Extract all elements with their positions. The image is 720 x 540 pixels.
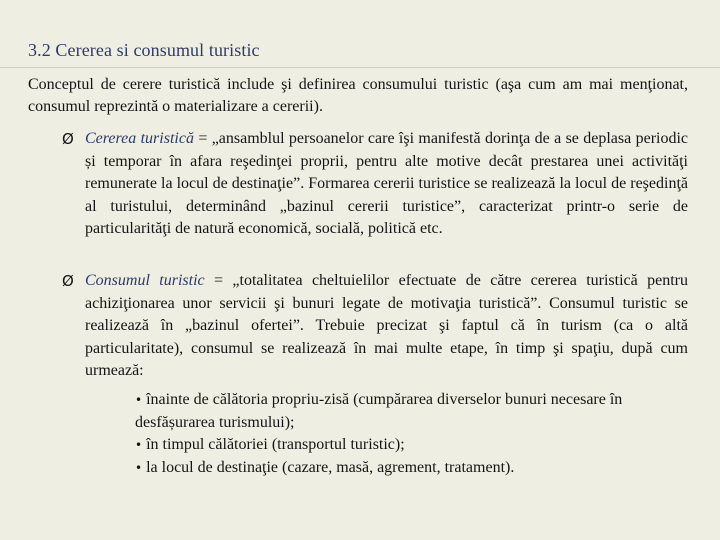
bullet-dot-icon: • [135,438,143,452]
term-consumul-turistic: Consumul turistic [85,272,205,289]
list-item [135,389,690,434]
bullet-text: = „ansamblul persoanelor care îşi manifestă dorinţa de a se deplasa periodic și temporar în afara reşedinţei proprii, pentru alte motive decât prestarea unei activităţi remunerate la locul de destinaţie”. Formarea cererii turistice se realizează la locul de reşedinţă al turistului, determinând „bazinul cererii turistice”, caracterizat printr-o serie de particularităţi de natură economică, socială, politică etc. [85,130,689,238]
list-item [135,457,690,480]
bullet-text: = „totalitatea cheltuielilor efectuate de către cererea turistică pentru achiziţionarea unor servicii şi bunuri legate de motivaţia turistică”. Consumul turistic se realizează în „bazinul ofertei”. Trebuie precizat şi faptul că în turism (ca o altă particularitate), consumul se realizează în mai multe etape, în timp şi spaţiu, după cum urmează: [85,272,689,380]
list-item-text: la locul de destinaţie (cazare, masă, agrement, tratament). [146,458,515,476]
list-item-text: în timpul călătoriei (transportul turistic); [146,436,405,453]
slide-title: 3.2 Cererea si consumul turistic [28,40,260,60]
list-item [135,434,690,457]
intro-paragraph: Conceptul de cerere turistică include şi definirea consumului turistic (aşa cum am mai menţionat, consumul reprezintă o materializare a cererii). [28,76,688,115]
bullet-consumul-turistic [63,270,688,383]
title-divider [0,67,720,68]
list-item-text: înainte de călătoria propriu-zisă (cumpărarea diverselor bunuri necesare în desfășurarea turismului); [135,391,623,431]
bullet-content [63,128,688,241]
arrow-bullet-icon: Ø [62,130,74,148]
bullet-dot-icon: • [135,393,143,407]
bullet-content [63,270,688,383]
arrow-bullet-icon: Ø [62,272,74,290]
term-cererea-turistica: Cererea turistică [85,130,194,147]
bullet-cererea-turistica [63,128,688,241]
consumption-stages-list [135,389,690,479]
bullet-dot-icon: • [135,460,143,475]
